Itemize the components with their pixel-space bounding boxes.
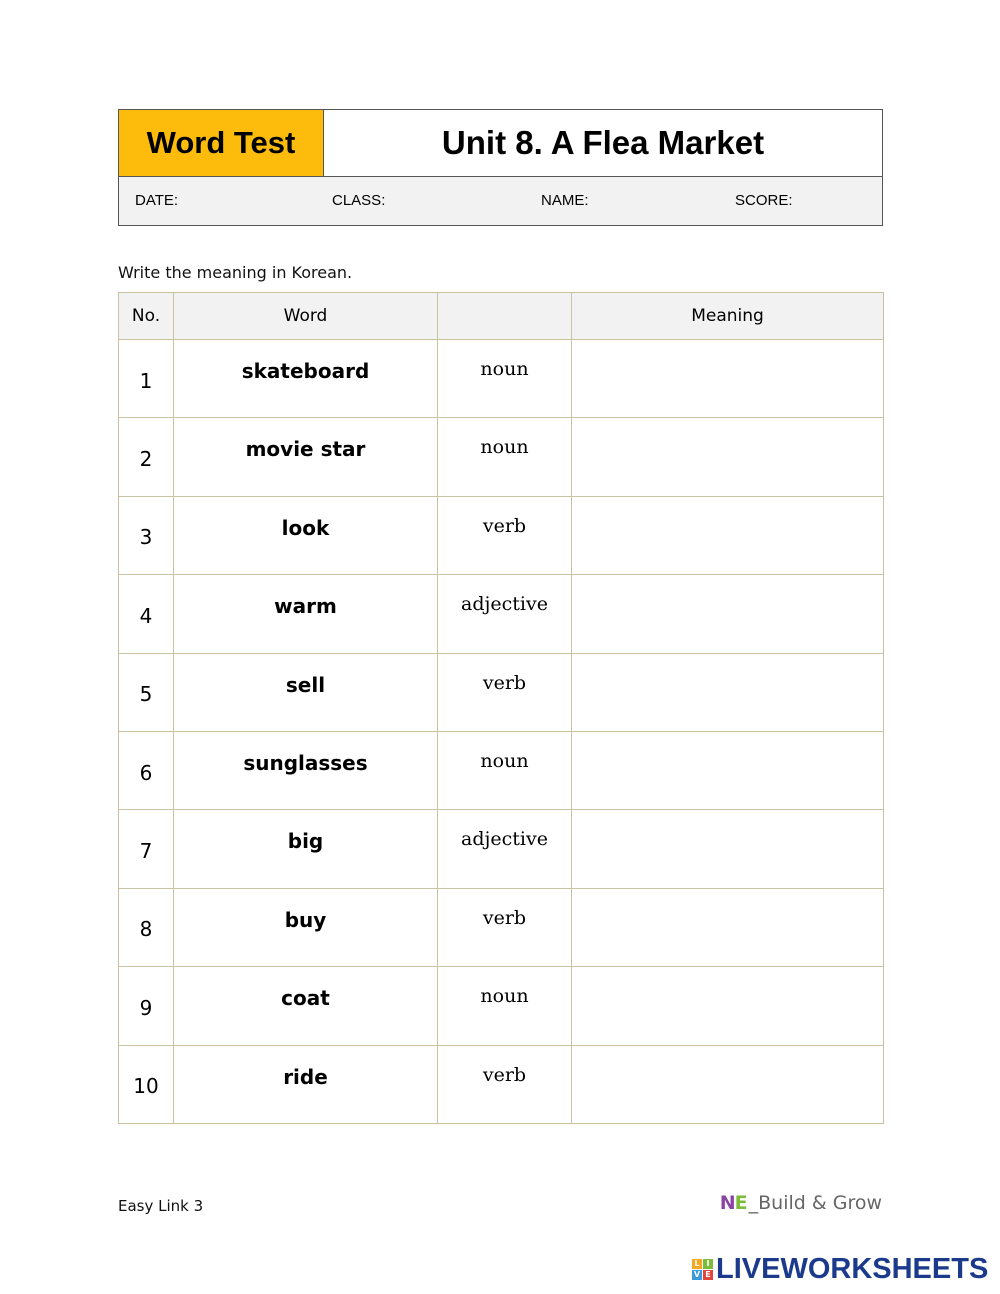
test-header — [118, 109, 883, 226]
table-header-row — [119, 293, 884, 340]
row-word: buy — [174, 888, 438, 966]
table-row — [119, 967, 884, 1045]
meaning-answer-field[interactable] — [572, 731, 884, 809]
table-row — [119, 575, 884, 653]
row-part-of-speech: verb — [438, 653, 572, 731]
liveworksheets-logo — [692, 1253, 988, 1285]
liveworksheets-blocks-icon: L I V E — [692, 1259, 713, 1280]
row-word: warm — [174, 575, 438, 653]
row-number: 4 — [119, 575, 174, 653]
row-word: coat — [174, 967, 438, 1045]
row-word: skateboard — [174, 340, 438, 418]
ne-logo-mark: NE — [719, 1192, 747, 1214]
score-label: SCORE: — [735, 192, 793, 209]
row-number: 3 — [119, 496, 174, 574]
meaning-answer-field[interactable] — [572, 810, 884, 888]
table-row — [119, 888, 884, 966]
row-part-of-speech: verb — [438, 1045, 572, 1123]
row-number: 2 — [119, 418, 174, 496]
meaning-answer-field[interactable] — [572, 340, 884, 418]
row-part-of-speech: noun — [438, 418, 572, 496]
row-part-of-speech: verb — [438, 888, 572, 966]
table-row — [119, 653, 884, 731]
row-number: 7 — [119, 810, 174, 888]
row-part-of-speech: adjective — [438, 810, 572, 888]
meaning-answer-field[interactable] — [572, 653, 884, 731]
meaning-answer-field[interactable] — [572, 496, 884, 574]
row-part-of-speech: noun — [438, 340, 572, 418]
unit-title: Unit 8. A Flea Market — [441, 124, 765, 161]
table-row — [119, 340, 884, 418]
row-word: big — [174, 810, 438, 888]
meaning-answer-field[interactable] — [572, 575, 884, 653]
header-top-row — [119, 110, 882, 177]
table-row — [119, 418, 884, 496]
table-row — [119, 731, 884, 809]
publisher-logo — [720, 1192, 882, 1214]
meaning-answer-field[interactable] — [572, 888, 884, 966]
row-number: 6 — [119, 731, 174, 809]
header-part-of-speech — [438, 293, 572, 340]
meaning-answer-field[interactable] — [572, 1045, 884, 1123]
date-label: DATE: — [135, 192, 179, 209]
row-word: sunglasses — [174, 731, 438, 809]
row-part-of-speech: adjective — [438, 575, 572, 653]
row-word: look — [174, 496, 438, 574]
row-part-of-speech: noun — [438, 967, 572, 1045]
row-word: movie star — [174, 418, 438, 496]
book-name: Easy Link 3 — [118, 1197, 204, 1215]
row-part-of-speech: verb — [438, 496, 572, 574]
table-row — [119, 1045, 884, 1123]
header-info-row — [119, 177, 882, 225]
word-table — [118, 292, 884, 1124]
row-part-of-speech: noun — [438, 731, 572, 809]
row-number: 9 — [119, 967, 174, 1045]
header-word: Word — [174, 293, 438, 340]
row-number: 5 — [119, 653, 174, 731]
table-row — [119, 810, 884, 888]
table-row — [119, 496, 884, 574]
header-meaning: Meaning — [572, 293, 884, 340]
row-word: sell — [174, 653, 438, 731]
name-label: NAME: — [541, 192, 589, 209]
class-label: CLASS: — [332, 192, 386, 209]
word-test-badge: Word Test — [119, 110, 324, 176]
header-no: No. — [119, 293, 174, 340]
row-word: ride — [174, 1045, 438, 1123]
row-number: 8 — [119, 888, 174, 966]
instruction-text: Write the meaning in Korean. — [118, 263, 353, 282]
meaning-answer-field[interactable] — [572, 967, 884, 1045]
row-number: 1 — [119, 340, 174, 418]
publisher-slogan: _Build & Grow — [748, 1192, 882, 1214]
meaning-answer-field[interactable] — [572, 418, 884, 496]
liveworksheets-wordmark: LIVEWORKSHEETS — [716, 1252, 989, 1285]
row-number: 10 — [119, 1045, 174, 1123]
